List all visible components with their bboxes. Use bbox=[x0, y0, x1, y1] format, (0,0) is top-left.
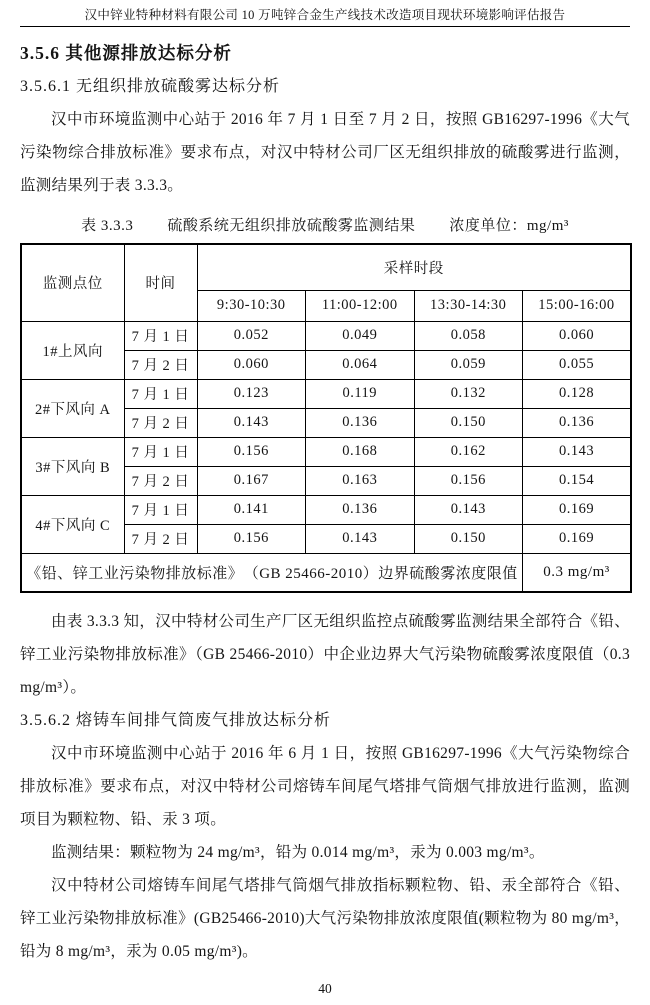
value-cell: 0.141 bbox=[197, 495, 306, 524]
value-cell: 0.150 bbox=[414, 408, 523, 437]
site-cell: 1#上风向 bbox=[21, 321, 124, 379]
value-cell: 0.136 bbox=[523, 408, 632, 437]
table-row bbox=[21, 437, 631, 466]
value-cell: 0.150 bbox=[414, 524, 523, 553]
value-cell: 0.143 bbox=[523, 437, 632, 466]
doc-header-title: 汉中锌业特种材料有限公司 10 万吨锌合金生产线技术改造项目现状环境影响评估报告 bbox=[84, 8, 566, 22]
table-footer-row bbox=[21, 553, 631, 592]
paragraph-monitoring-results: 监测结果：颗粒物为 24 mg/m³，铅为 0.014 mg/m³，汞为 0.003 mg/m³。 bbox=[51, 844, 545, 861]
value-cell: 0.163 bbox=[306, 466, 415, 495]
date-cell: 7 月 1 日 bbox=[124, 379, 197, 408]
header-site: 监测点位 bbox=[21, 244, 124, 321]
table-caption-label: 表 3.3.3 bbox=[81, 218, 134, 234]
heading-3-5-6-1: 3.5.6.1 无组织排放硫酸雾达标分析 bbox=[20, 78, 281, 95]
heading-3-5-6-2: 3.5.6.2 熔铸车间排气筒废气排放达标分析 bbox=[20, 712, 332, 729]
value-cell: 0.136 bbox=[306, 495, 415, 524]
value-cell: 0.052 bbox=[197, 321, 306, 350]
value-cell: 0.156 bbox=[197, 524, 306, 553]
paragraph-sulfuric-mist-intro: 汉中市环境监测中心站于 2016 年 7 月 1 日至 7 月 2 日，按照 GB16297-1996《大气污染物综合排放标准》要求布点，对汉中特材公司厂区无组织排放的硫酸雾进行监测，监测结果列于表 3.3.3。 bbox=[20, 111, 630, 194]
header-slot-4: 15:00-16:00 bbox=[523, 290, 632, 321]
table-caption-title: 硫酸系统无组织排放硫酸雾监测结果 bbox=[167, 218, 416, 234]
date-cell: 7 月 2 日 bbox=[124, 408, 197, 437]
date-cell: 7 月 1 日 bbox=[124, 437, 197, 466]
value-cell: 0.143 bbox=[197, 408, 306, 437]
value-cell: 0.064 bbox=[306, 350, 415, 379]
table-row bbox=[21, 379, 631, 408]
value-cell: 0.049 bbox=[306, 321, 415, 350]
value-cell: 0.136 bbox=[306, 408, 415, 437]
value-cell: 0.060 bbox=[197, 350, 306, 379]
standard-limit-value: 0.3 mg/m³ bbox=[523, 553, 632, 592]
value-cell: 0.156 bbox=[414, 466, 523, 495]
date-cell: 7 月 2 日 bbox=[124, 466, 197, 495]
table-caption bbox=[20, 210, 630, 243]
value-cell: 0.060 bbox=[523, 321, 632, 350]
date-cell: 7 月 2 日 bbox=[124, 350, 197, 379]
value-cell: 0.167 bbox=[197, 466, 306, 495]
table-header-row-1 bbox=[21, 244, 631, 290]
value-cell: 0.132 bbox=[414, 379, 523, 408]
value-cell: 0.169 bbox=[523, 524, 632, 553]
site-cell: 2#下风向 A bbox=[21, 379, 124, 437]
paragraph-table-conclusion: 由表 3.3.3 知，汉中特材公司生产厂区无组织监控点硫酸雾监测结果全部符合《铅、锌工业污染物排放标准》（GB 25466-2010）中企业边界大气污染物硫酸雾浓度限值（0.3 mg/m³）。 bbox=[20, 613, 630, 696]
doc-header bbox=[20, 0, 630, 27]
table-caption-unit: 浓度单位：mg/m³ bbox=[449, 218, 569, 234]
monitoring-results-table bbox=[20, 243, 632, 593]
date-cell: 7 月 1 日 bbox=[124, 495, 197, 524]
value-cell: 0.154 bbox=[523, 466, 632, 495]
value-cell: 0.156 bbox=[197, 437, 306, 466]
value-cell: 0.059 bbox=[414, 350, 523, 379]
value-cell: 0.119 bbox=[306, 379, 415, 408]
value-cell: 0.168 bbox=[306, 437, 415, 466]
header-time: 时间 bbox=[124, 244, 197, 321]
value-cell: 0.162 bbox=[414, 437, 523, 466]
page-number: 40 bbox=[318, 981, 332, 996]
header-slot-1: 9:30-10:30 bbox=[197, 290, 306, 321]
value-cell: 0.128 bbox=[523, 379, 632, 408]
value-cell: 0.058 bbox=[414, 321, 523, 350]
header-sampling-period: 采样时段 bbox=[197, 244, 631, 290]
value-cell: 0.169 bbox=[523, 495, 632, 524]
paragraph-stack-conclusion: 汉中特材公司熔铸车间尾气塔排气筒烟气排放指标颗粒物、铅、汞全部符合《铅、锌工业污染物排放标准》(GB25466-2010)大气污染物排放浓度限值(颗粒物为 80 mg/m³，铅为 8 mg/m³，汞为 0.05 mg/m³)。 bbox=[20, 877, 630, 960]
heading-3-5-6: 3.5.6 其他源排放达标分析 bbox=[20, 43, 232, 63]
header-slot-3: 13:30-14:30 bbox=[414, 290, 523, 321]
date-cell: 7 月 1 日 bbox=[124, 321, 197, 350]
value-cell: 0.143 bbox=[414, 495, 523, 524]
table-row bbox=[21, 495, 631, 524]
header-slot-2: 11:00-12:00 bbox=[306, 290, 415, 321]
site-cell: 3#下风向 B bbox=[21, 437, 124, 495]
table-row bbox=[21, 321, 631, 350]
value-cell: 0.123 bbox=[197, 379, 306, 408]
value-cell: 0.143 bbox=[306, 524, 415, 553]
standard-limit-label: 《铅、锌工业污染物排放标准》 （GB 25466-2010）边界硫酸雾浓度限值 bbox=[21, 553, 523, 592]
value-cell: 0.055 bbox=[523, 350, 632, 379]
date-cell: 7 月 2 日 bbox=[124, 524, 197, 553]
site-cell: 4#下风向 C bbox=[21, 495, 124, 553]
paragraph-stack-monitoring-intro: 汉中市环境监测中心站于 2016 年 6 月 1 日，按照 GB16297-1996《大气污染物综合排放标准》要求布点，对汉中特材公司熔铸车间尾气塔排气筒烟气排放进行监测，监测项目为颗粒物、铅、汞 3 项。 bbox=[20, 745, 630, 828]
